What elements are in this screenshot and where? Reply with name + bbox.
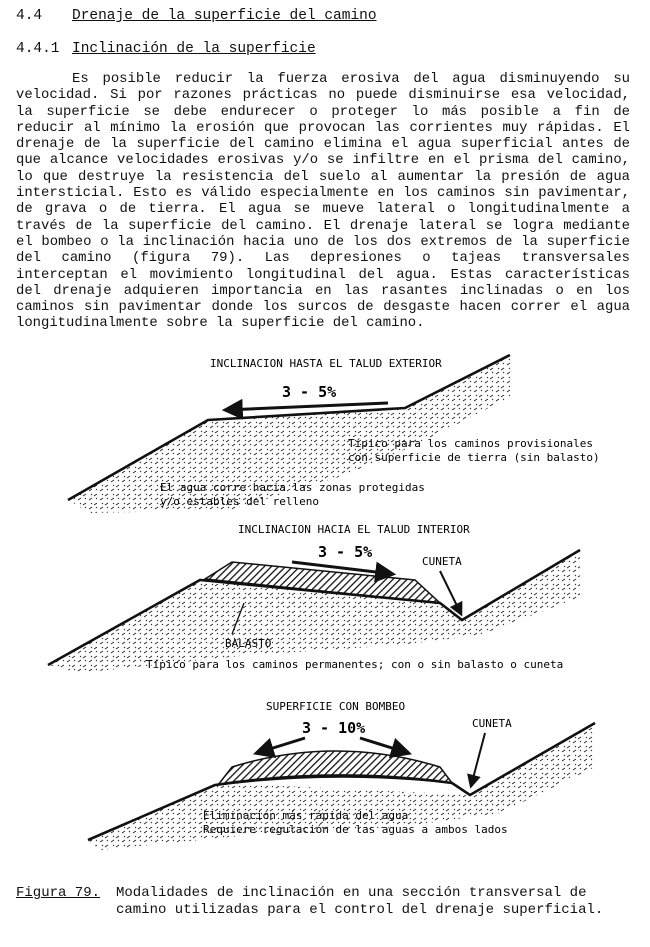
subsection-title: Inclinación de la superficie [72,41,316,57]
panel-crown [88,700,595,850]
body-text [16,71,630,332]
panel1-slope-arrow [226,403,388,410]
panel2-note: Típico para los caminos permanentes; con o sin balasto o cuneta [146,658,564,671]
panel3-note-line1: Eliminación más rápida del agua [203,809,409,822]
panel3-slope-arrow-left [257,738,305,753]
panel2-title: INCLINACION HACIA EL TALUD INTERIOR [238,523,470,536]
subsection-heading [16,41,316,57]
panel1-note-line2: con superficie de tierra (sin balasto) [348,451,600,464]
paragraph: Es posible reducir la fuerza erosiva del agua disminuyendo su velocidad. Si por razones prácticas no puede disminuirse esa velocidad, la superficie se debe endurecer o proteger lo más posible a fin de reducir al mínimo la erosión que provocan las corrientes muy rápidas. El drenaje de la superficie del camino elimina el agua superficial antes de que alcance velocidades erosivas y/o se infiltre en el prisma del camino, lo que destruye la resistencia del suelo al aumentar la presión de agua intersticial. Esto es válido especialmente en los caminos sin pavimentar, de grava o de tierra. El agua se mueve lateral o longitudinalmente a través de la superficie del camino. El drenaje lateral se logra mediante el bombeo o la inclinación hacia uno de los dos extremos de la superficie del camino (figura 79). Las depresiones o tajeas transversales interceptan el movimiento longitudinal del agua. Estas características del drenaje adquieren importancia en las rasantes inclinadas o en los caminos sin pavimentar donde los surcos de desgaste hacen correr el agua longitudinalmente sobre la superficie del camino. [16,71,630,332]
panel2-slope-label: 3 - 5% [318,543,373,561]
panel3-slope-label: 3 - 10% [302,719,366,737]
panel3-slope-arrow-right [360,738,408,753]
panel1-note2-line1: El agua corre hacia las zonas protegidas [160,481,425,494]
panel3-note-line2: Requiere regulación de las aguas a ambos lados [203,823,508,836]
section-title: Drenaje de la superficie del camino [72,8,377,24]
panel3-ditch-arrow [471,733,485,786]
caption-text: Modalidades de inclinación en una sección transversal de camino utilizadas para el control del drenaje superficial. [116,885,604,918]
panel2-ballast-label: BALASTO [225,637,272,650]
panel2-ditch-label: CUNETA [422,555,462,568]
panel1-note-line1: Típico para los caminos provisionales [348,437,594,450]
section-heading [16,8,377,24]
panel-outslope [68,355,600,513]
subsection-number: 4.4.1 [16,41,60,57]
panel-inslope [48,523,580,673]
panel2-fill [48,550,580,673]
panel1-title: INCLINACION HASTA EL TALUD EXTERIOR [210,357,442,370]
panel1-note2-line2: y/o estables del relleno [160,495,319,508]
section-number: 4.4 [16,8,43,24]
panel3-ditch-label: CUNETA [472,717,512,730]
caption-label: Figura 79. [16,885,101,901]
panel3-title: SUPERFICIE CON BOMBEO [266,700,406,713]
figure-79 [0,335,650,875]
panel1-slope-label: 3 - 5% [282,383,337,401]
